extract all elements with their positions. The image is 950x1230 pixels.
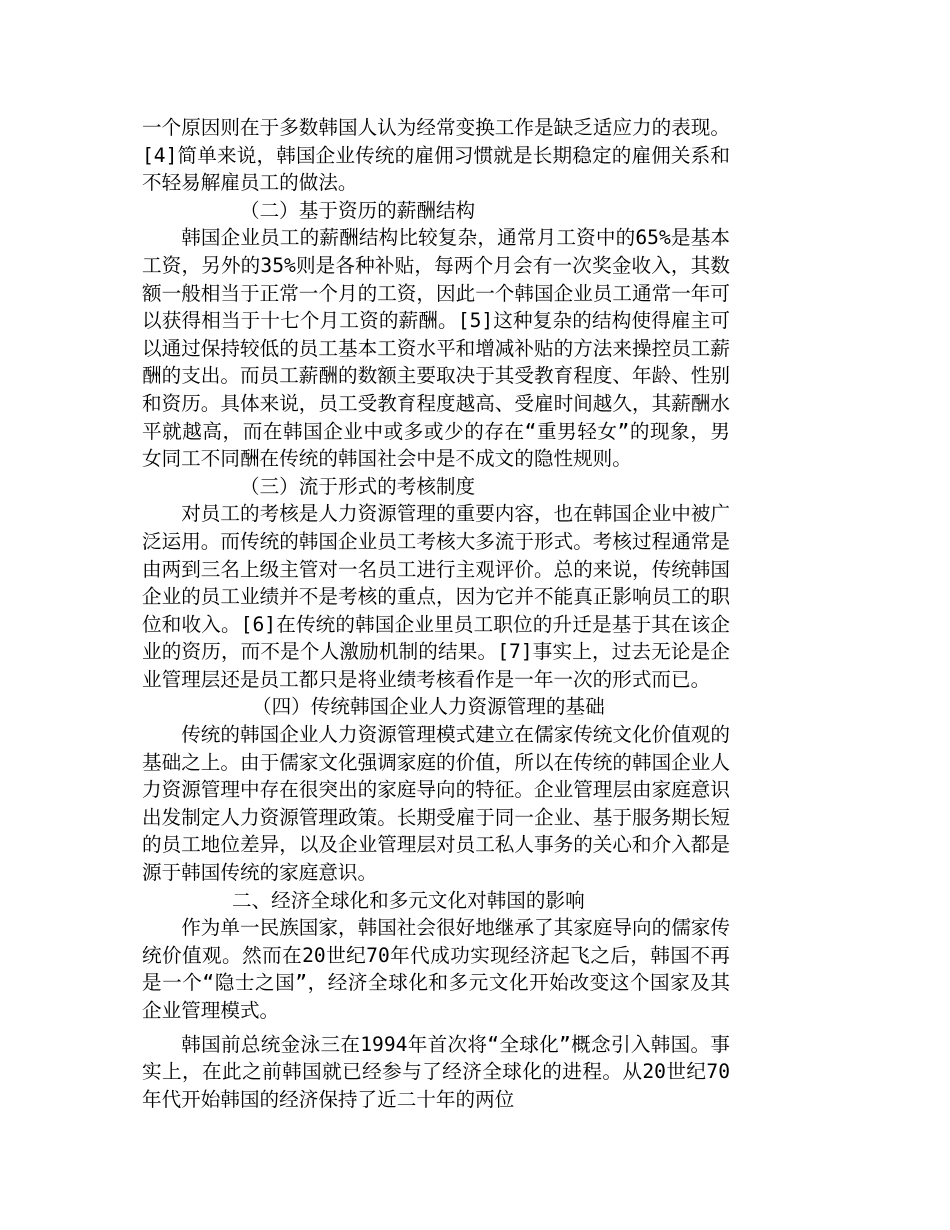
paragraph-confucian-values: 传统的韩国企业人力资源管理模式建立在儒家传统文化价值观的基础之上。由于儒家文化强调家庭的价值，所以在传统的韩国企业人力资源管理中存在很突出的家庭导向的特征。企业管理层由家庭意识出发制定人力资源管理政策。长期受雇于同一企业、基于服务期长短的员工地位差异，以及企业管理层对员工私人事务的关心和介入都是源于韩国传统的家庭意识。 [142, 723, 730, 885]
paragraph-globalization-concept: 韩国前总统金泳三在1994年首次将“全球化”概念引入韩国。事实上，在此之前韩国就已经参与了经济全球化的进程。从20世纪70年代开始韩国的经济保持了近二十年的两位 [142, 1032, 730, 1111]
heading-seniority-pay: （二）基于资历的薪酬结构 [240, 198, 476, 222]
document-page [142, 114, 730, 1113]
heading-hr-foundation: （四）传统韩国企业人力资源管理的基础 [252, 695, 605, 719]
heading-globalization-impact: 二、经济全球化和多元文化对韩国的影响 [232, 888, 585, 912]
heading-formal-appraisal: （三）流于形式的考核制度 [240, 474, 476, 498]
paragraph-pay-structure: 韩国企业员工的薪酬结构比较复杂，通常月工资中的65%是基本工资，另外的35%则是各种补贴，每两个月会有一次奖金收入，其数额一般相当于正常一个月的工资，因此一个韩国企业员工通常一年可以获得相当于十七个月工资的薪酬。[5]这种复杂的结构使得雇主可以通过保持较低的员工基本工资水平和增减补贴的方法来操控员工薪酬的支出。而员工薪酬的数额主要取决于其受教育程度、年龄、性别和资历。具体来说，员工受教育程度越高、受雇时间越久，其薪酬水平就越高，而在韩国企业中或多或少的存在“重男轻女”的现象，男女同工不同酬在传统的韩国社会中是不成文的隐性规则。 [142, 226, 730, 471]
paragraph-single-nation: 作为单一民族国家，韩国社会很好地继承了其家庭导向的儒家传统价值观。然而在20世纪70年代成功实现经济起飞之后，韩国不再是一个“隐士之国”，经济全球化和多元文化开始改变这个国家及其企业管理模式。 [142, 916, 730, 1022]
paragraph-employment-habit: 一个原因则在于多数韩国人认为经常变换工作是缺乏适应力的表现。[4]简单来说，韩国企业传统的雇佣习惯就是长期稳定的雇佣关系和不轻易解雇员工的做法。 [142, 116, 730, 195]
paragraph-appraisal: 对员工的考核是人力资源管理的重要内容，也在韩国企业中被广泛运用。而传统的韩国企业员工考核大多流于形式。考核过程通常是由两到三名上级主管对一名员工进行主观评价。总的来说，传统韩国企业的员工业绩并不是考核的重点，因为它并不能真正影响员工的职位和收入。[6]在传统的韩国企业里员工职位的升迁是基于其在该企业的资历，而不是个人激励机制的结果。[7]事实上，过去无论是企业管理层还是员工都只是将业绩考核看作是一年一次的形式而已。 [142, 502, 730, 691]
